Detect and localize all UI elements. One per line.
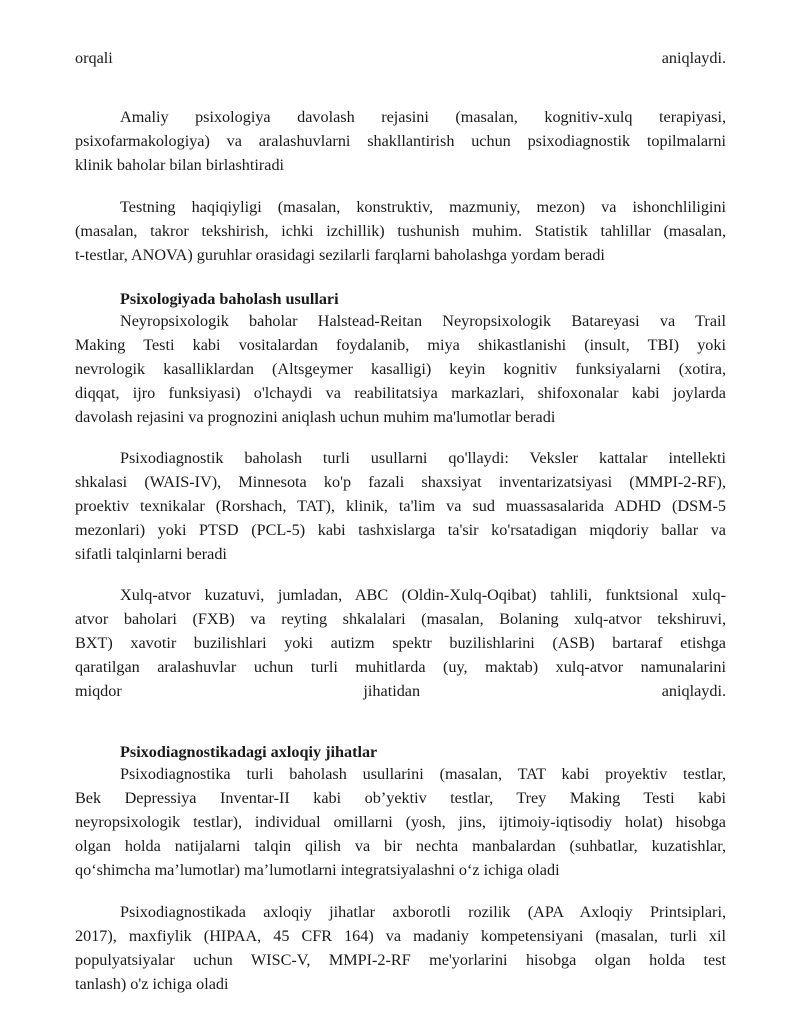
fragment-word: orqali bbox=[75, 49, 113, 67]
paragraph-line: Neyropsixologik baholar Halstead-Reitan Neyropsixologik Batareyasi va Trail bbox=[120, 312, 726, 330]
word: aniqlaydi. bbox=[661, 682, 727, 700]
paragraph-line: tanlash) o'z ichiga oladi bbox=[75, 975, 229, 993]
paragraph-line: Psixodiagnostikada axloqiy jihatlar axborotli rozilik (APA Axloqiy Printsiplari, bbox=[120, 903, 726, 921]
paragraph-line: Bek Depressiya Inventar-II kabi ob’yektiv testlar, Trey Making Testi kabi bbox=[75, 789, 726, 807]
paragraph-line: olgan holda natijalarni talqin qilish va bir nechta manbalardan (suhbatlar, kuzatishlar, bbox=[75, 837, 726, 855]
paragraph-line: davolash rejasini va prognozini aniqlash uchun muhim ma'lumotlar beradi bbox=[75, 408, 556, 426]
paragraph-line: Psixodiagnostik baholash turli usullarni qo'llaydi: Veksler kattalar intellekti bbox=[120, 449, 726, 467]
paragraph-line: proektiv texnikalar (Rorshach, TAT), klinik, ta'lim va sud muassasalarida ADHD (DSM-5 bbox=[75, 497, 726, 515]
paragraph-line: shkalasi (WAIS-IV), Minnesota ko'p fazali shaxsiyat inventarizatsiyasi (MMPI-2-RF), bbox=[75, 473, 726, 491]
paragraph-line: 2017), maxfiylik (HIPAA, 45 CFR 164) va madaniy kompetensiyani (masalan, turli xil bbox=[75, 927, 726, 945]
paragraph-line: diqqat, ijro funksiyasi) o'lchaydi va reabilitatsiya markazlari, shifoxonalar kabi joylarda bbox=[75, 384, 726, 402]
paragraph-line: Psixodiagnostika turli baholash usullarini (masalan, TAT kabi proyektiv testlar, bbox=[120, 765, 726, 783]
paragraph-line: t-testlar, ANOVA) guruhlar orasidagi sezilarli farqlarni baholashga yordam beradi bbox=[75, 246, 605, 264]
paragraph-line: BXT) xavotir buzilishlari yoki autizm spektr buzilishlarini (ASB) bartaraf etishga bbox=[75, 634, 726, 652]
paragraph-line bbox=[75, 679, 726, 703]
paragraph-line: klinik baholar bilan birlashtiradi bbox=[75, 156, 285, 174]
section-heading: Psixologiyada baholash usullari bbox=[120, 290, 339, 308]
paragraph-line: neyropsixologik testlar), individual omillarni (yosh, jins, ijtimoiy-iqtisodiy holat) hisobga bbox=[75, 813, 726, 831]
fragment-word: aniqlaydi. bbox=[661, 49, 726, 67]
paragraph-line: Xulq-atvor kuzatuvi, jumladan, ABC (Oldin-Xulq-Oqibat) tahlili, funktsional xulq- bbox=[120, 586, 726, 604]
paragraph-line: qaratilgan aralashuvlar uchun turli muhitlarda (uy, maktab) xulq-atvor namunalarini bbox=[75, 658, 726, 676]
word: jihatidan bbox=[363, 682, 421, 700]
paragraph-line: mezonlari) yoki PTSD (PCL-5) kabi tashxislarga ta'sir ko'rsatadigan miqdoriy ballar va bbox=[75, 521, 726, 539]
paragraph-line: nevrologik kasalliklardan (Altsgeymer kasalligi) keyin kognitiv funksiyalarni (xotira, bbox=[75, 360, 726, 378]
paragraph-line: atvor baholari (FXB) va reyting shkalalari (masalan, Bolaning xulq-atvor tekshiruvi, bbox=[75, 610, 726, 628]
paragraph-fragment-line bbox=[75, 46, 726, 70]
paragraph-line: (masalan, takror tekshirish, ichki izchillik) tushunish muhim. Statistik tahlillar (masalan, bbox=[75, 222, 726, 240]
word: miqdor bbox=[75, 682, 122, 700]
paragraph-line: Amaliy psixologiya davolash rejasini (masalan, kognitiv-xulq terapiyasi, bbox=[120, 108, 726, 126]
paragraph-line: Testning haqiqiyligi (masalan, konstruktiv, mazmuniy, mezon) va ishonchliligini bbox=[120, 198, 726, 216]
paragraph-line: psixofarmakologiya) va aralashuvlarni shakllantirish uchun psixodiagnostik topilmalarni bbox=[75, 132, 726, 150]
paragraph-line: sifatli talqinlarni beradi bbox=[75, 545, 227, 563]
paragraph-line: Making Testi kabi vositalardan foydalanib, miya shikastlanishi (insult, TBI) yoki bbox=[75, 336, 726, 354]
paragraph-line: qo‘shimcha ma’lumotlar) ma’lumotlarni integratsiyalashni o‘z ichiga oladi bbox=[75, 861, 560, 879]
section-heading: Psixodiagnostikadagi axloqiy jihatlar bbox=[120, 743, 378, 761]
paragraph-line: populyatsiyalar uchun WISC-V, MMPI-2-RF me'yorlarini hisobga olgan holda test bbox=[75, 951, 726, 969]
